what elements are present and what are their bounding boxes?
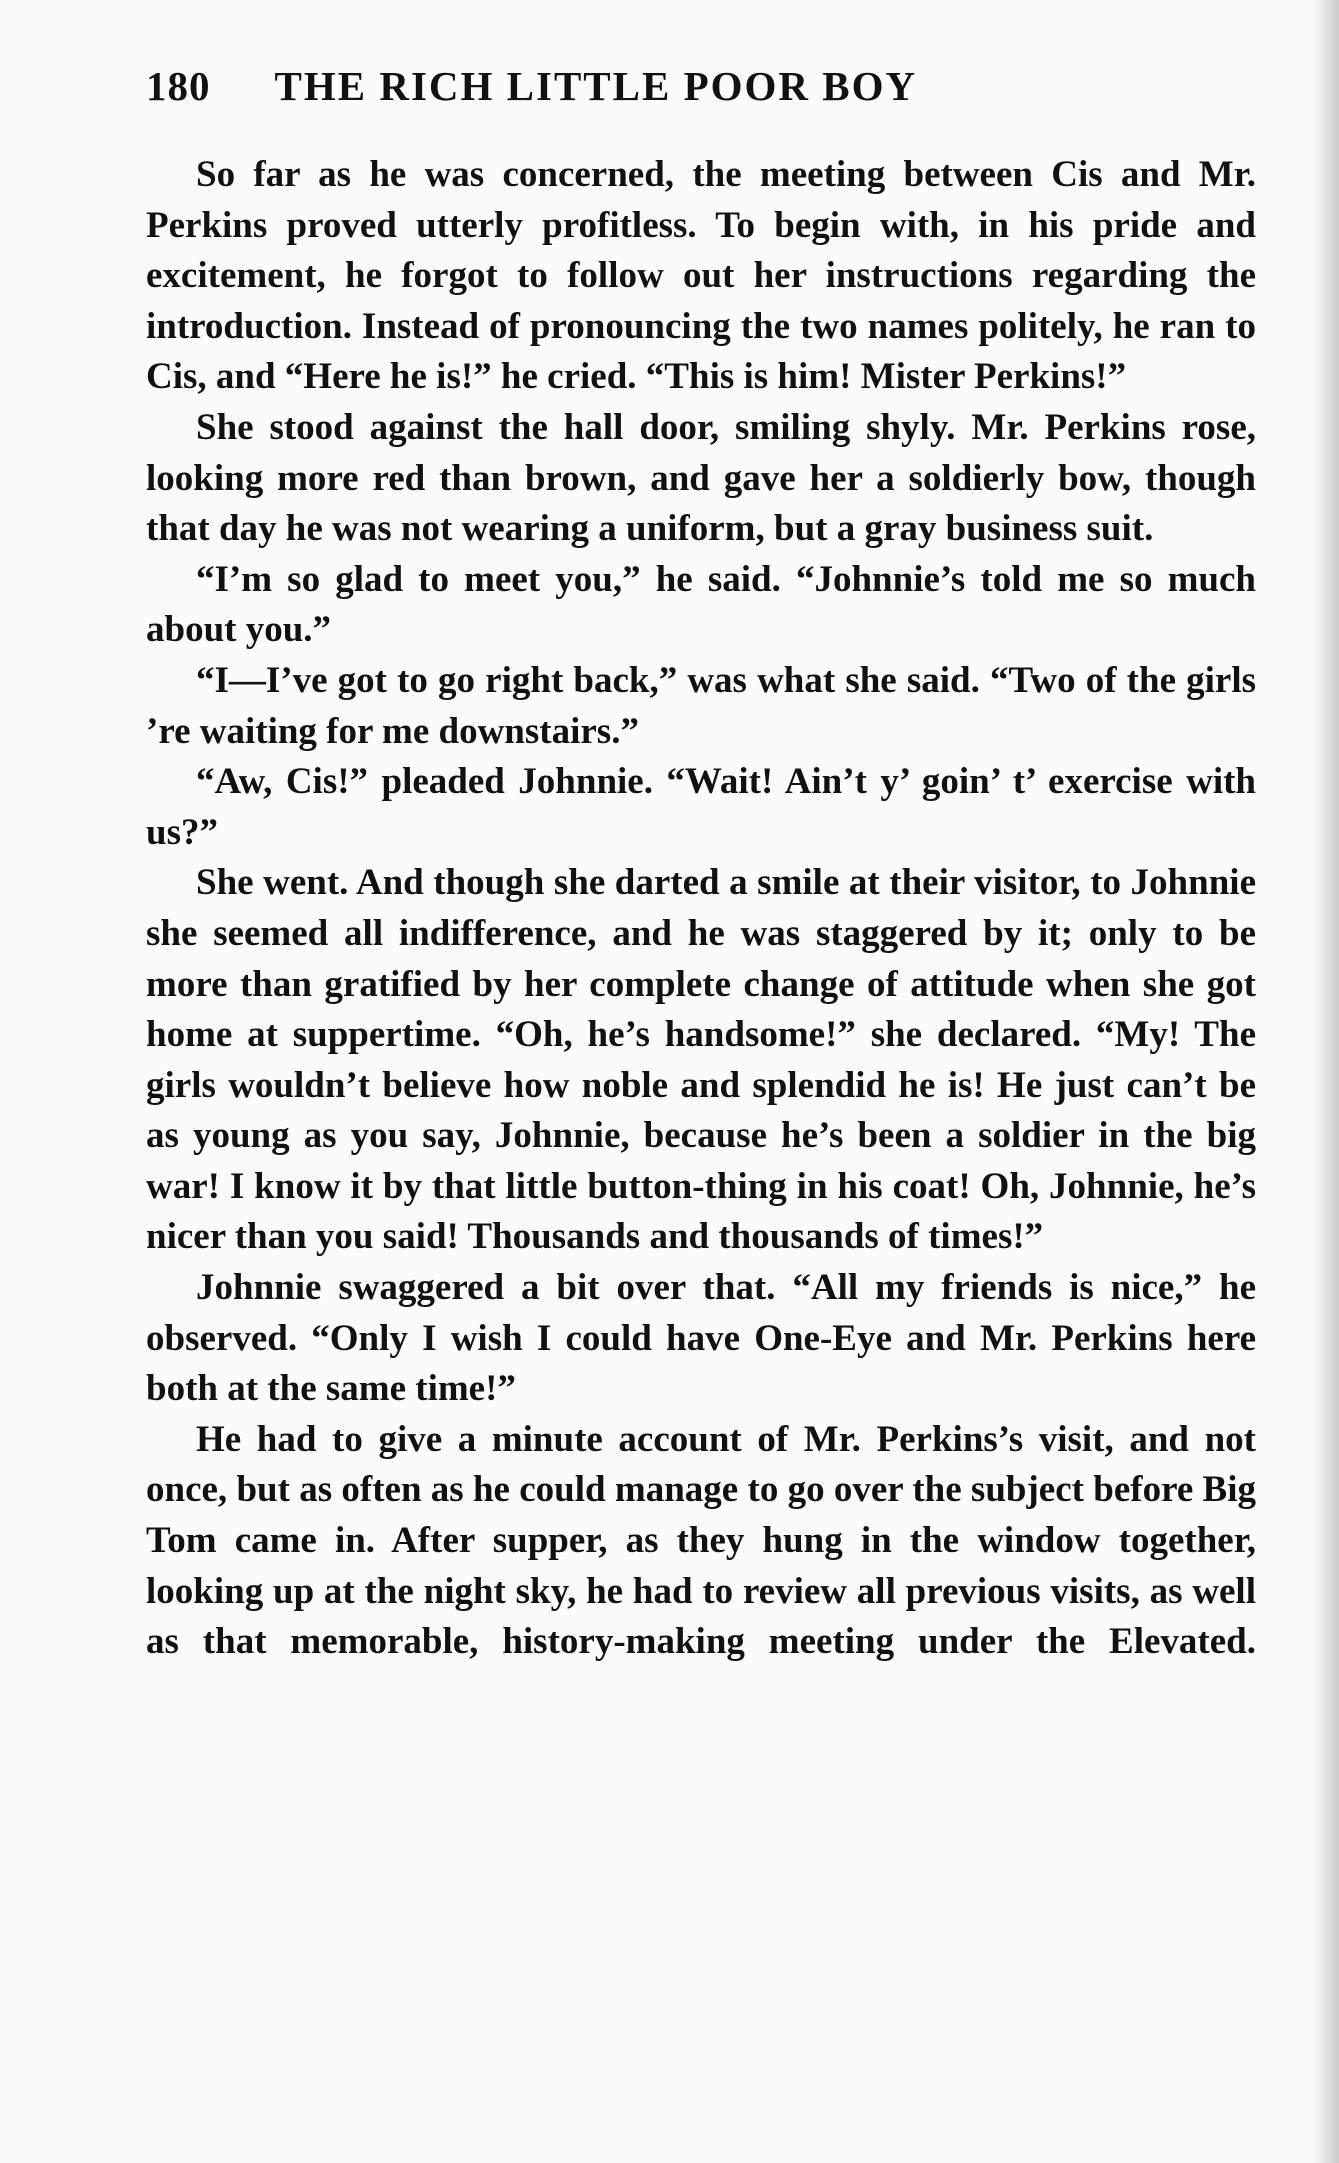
paragraph-4: “I—I’ve got to go right back,” was what she said. “Two of the girls ’re waiting for me downstairs.” xyxy=(146,659,1256,752)
paragraph-8: He had to give a minute account of Mr. Perkins’s visit, and not once, but as often as he could manage to go over the subject before Big Tom came in. After supper, as they hung in the window together, looking up at the night sky, he had to review all previous visits, as well as that memorable, history-making meeting under the Elevated. xyxy=(146,1418,1256,1663)
running-head: THE RICH LITTLE POOR BOY xyxy=(274,63,918,109)
paragraph-6: She went. And though she darted a smile at their visitor, to Johnnie she seemed all indifference, and he was staggered by it; only to be more than gratified by her complete change of attitude when she got home at suppertime. “Oh, he’s handsome!” she declared. “My! The girls wouldn’t believe how noble and splendid he is! He just can’t be as young as you say, Johnnie, because he’s been a soldier in the big war! I know it by that little button-thing in his coat! Oh, Johnnie, he’s nicer than you said! Thousands and thousands of times!” xyxy=(146,862,1256,1258)
paragraph-1: So far as he was concerned, the meeting between Cis and Mr. Perkins proved utterly profitless. To begin with, in his pride and excitement, he forgot to follow out her instructions regarding the introduction. Instead of pronouncing the two names politely, he ran to Cis, and “Here he is!” he cried. “This is him! Mister Perkins!” xyxy=(146,154,1256,398)
page-edge-shadow xyxy=(1311,0,1339,2163)
page-header xyxy=(146,62,1256,122)
paragraph-3: “I’m so glad to meet you,” he said. “Johnnie’s told me so much about you.” xyxy=(146,558,1256,651)
page-number: 180 xyxy=(146,63,211,109)
paragraph-7: Johnnie swaggered a bit over that. “All my friends is nice,” he observed. “Only I wish I could have One-Eye and Mr. Perkins here both at the same time!” xyxy=(146,1267,1256,1410)
paragraph-5: “Aw, Cis!” pleaded Johnnie. “Wait! Ain’t y’ goin’ t’ exercise with us?” xyxy=(146,761,1256,853)
body-text xyxy=(146,150,1256,1668)
paragraph-2: She stood against the hall door, smiling shyly. Mr. Perkins rose, looking more red than brown, and gave her a soldierly bow, though that day he was not wearing a uniform, but a gray business suit. xyxy=(146,406,1256,550)
